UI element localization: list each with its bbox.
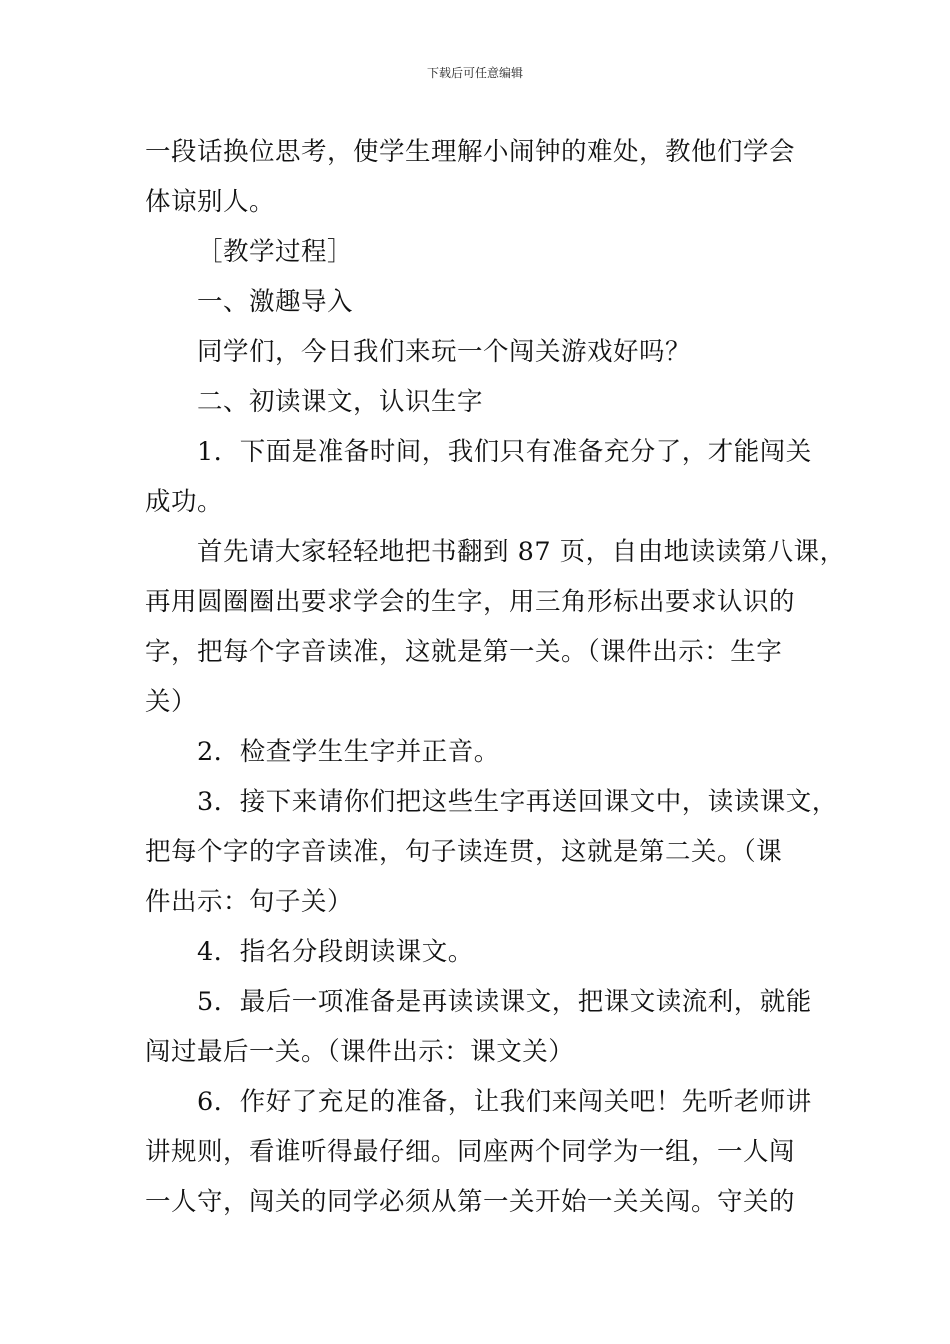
- text-line: 3．接下来请你们把这些生字再送回课文中，读读课文，: [197, 787, 838, 817]
- text-line: 一人守，闯关的同学必须从第一关开始一关关闯。守关的: [145, 1187, 796, 1217]
- text-line: 体谅别人。: [145, 187, 276, 217]
- text-line: 4．指名分段朗读课文。: [197, 937, 474, 967]
- text-line: 6．作好了充足的准备，让我们来闯关吧！先听老师讲: [197, 1087, 812, 1117]
- section-heading: ［教学过程］: [197, 237, 354, 267]
- text-line: 同学们，今日我们来玩一个闯关游戏好吗？: [197, 337, 692, 367]
- text-line: 2．检查学生生字并正音。: [197, 737, 500, 767]
- text-line: 5．最后一项准备是再读读课文，把课文读流利，就能: [197, 987, 812, 1017]
- text-line: 件出示：句子关）: [145, 887, 354, 917]
- text-line: 讲规则，看谁听得最仔细。同座两个同学为一组，一人闯: [145, 1137, 796, 1167]
- section-heading: 二、初读课文，认识生字: [197, 387, 484, 417]
- text-line: 一段话换位思考，使学生理解小闹钟的难处，教他们学会: [145, 137, 796, 167]
- text-line: 把每个字的字音读准，句子读连贯，这就是第二关。（课: [145, 837, 783, 867]
- text-line: 成功。: [145, 487, 224, 517]
- text-line: 1．下面是准备时间，我们只有准备充分了，才能闯关: [197, 437, 812, 467]
- text-line: 字，把每个字音读准，这就是第一关。（课件出示：生字: [145, 637, 783, 667]
- text-line: 关）: [145, 687, 198, 717]
- section-heading: 一、激趣导入: [197, 287, 354, 317]
- document-body: [145, 127, 846, 1227]
- text-line: 再用圆圈圈出要求学会的生字，用三角形标出要求认识的: [145, 587, 796, 617]
- text-line: 首先请大家轻轻地把书翻到 87 页，自由地读读第八课，: [197, 537, 846, 567]
- page-header: 下载后可任意编辑: [426, 66, 523, 80]
- text-line: 闯过最后一关。（课件出示：课文关）: [145, 1037, 575, 1067]
